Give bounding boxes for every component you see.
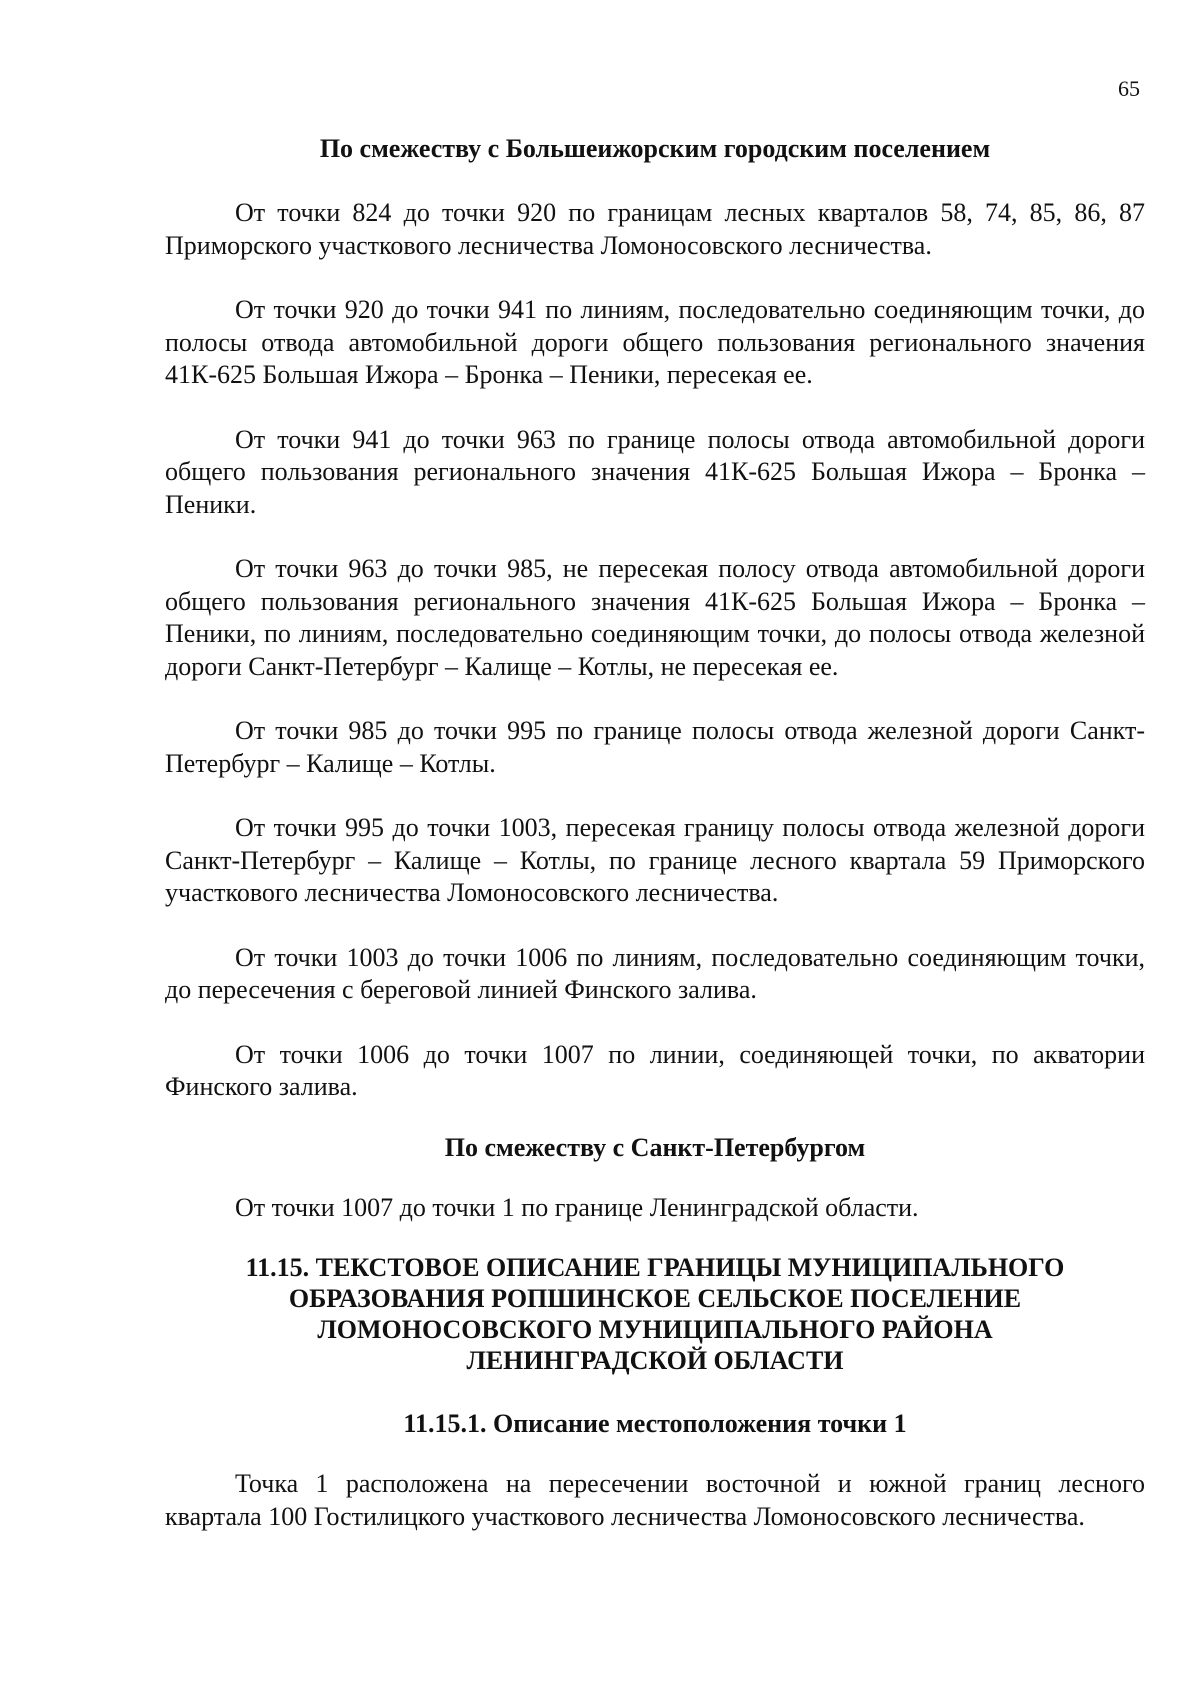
document-body — [165, 133, 1145, 1533]
chapter-heading-line: ЛОМОНОСОВСКОГО МУНИЦИПАЛЬНОГО РАЙОНА — [317, 1315, 993, 1344]
page-number: 65 — [1118, 76, 1140, 101]
chapter-heading-line: ОБРАЗОВАНИЯ РОПШИНСКОЕ СЕЛЬСКОЕ ПОСЕЛЕНИЕ — [288, 1284, 1022, 1313]
section-heading-bolsheizhorskoe: По смежеству с Большеижорским городским поселением — [319, 134, 991, 163]
chapter-heading-line: 11.15. ТЕКСТОВОЕ ОПИСАНИЕ ГРАНИЦЫ МУНИЦИПАЛЬНОГО — [245, 1253, 1065, 1282]
paragraph: От точки 824 до точки 920 по границам лесных кварталов 58, 74, 85, 86, 87 Приморского участкового лесничества Ломоносовского лесничества. — [165, 198, 1145, 260]
paragraph: От точки 1003 до точки 1006 по линиям, последовательно соединяющим точки, до пересечения с береговой линией Финского залива. — [165, 942, 1145, 1004]
section-heading-sankt-peterburg: По смежеству с Санкт-Петербургом — [444, 1132, 866, 1162]
paragraph: От точки 1007 до точки 1 по границе Ленинградской области. — [235, 1192, 919, 1222]
paragraph: От точки 941 до точки 963 по границе полосы отвода автомобильной дороги общего пользования регионального значения 41К-625 Большая Ижора – Бронка – Пеники. — [165, 424, 1145, 519]
paragraph: От точки 1006 до точки 1007 по линии, соединяющей точки, по акватории Финского залива. — [165, 1039, 1145, 1101]
chapter-heading — [165, 1252, 1145, 1376]
paragraph: Точка 1 расположена на пересечении восточной и южной границ лесного квартала 100 Гостилицкого участкового лесничества Ломоносовского лесничества. — [165, 1469, 1145, 1531]
paragraph: От точки 995 до точки 1003, пересекая границу полосы отвода железной дороги Санкт-Петербург – Калище – Котлы, по границе лесного квартала 59 Приморского участкового лесничества Ломоносовского лесничества. — [165, 813, 1145, 907]
paragraph: От точки 963 до точки 985, не пересекая полосу отвода автомобильной дороги общего пользования регионального значения 41К-625 Большая Ижора – Бронка – Пеники, по линиям, последовательно соединяющим точки, до полосы отвода железной дороги Санкт-Петербург – Калище – Котлы, не пересекая ее. — [165, 554, 1145, 681]
paragraph: От точки 985 до точки 995 по границе полосы отвода железной дороги Санкт-Петербург – Калище – Котлы. — [165, 716, 1145, 778]
paragraph: От точки 920 до точки 941 по линиям, последовательно соединяющим точки, до полосы отвода автомобильной дороги общего пользования регионального значения 41К-625 Большая Ижора – Бронка – Пеники, пересекая ее. — [165, 295, 1145, 389]
chapter-heading-line: ЛЕНИНГРАДСКОЙ ОБЛАСТИ — [466, 1346, 844, 1375]
subsection-heading: 11.15.1. Описание местоположения точки 1 — [403, 1409, 907, 1438]
